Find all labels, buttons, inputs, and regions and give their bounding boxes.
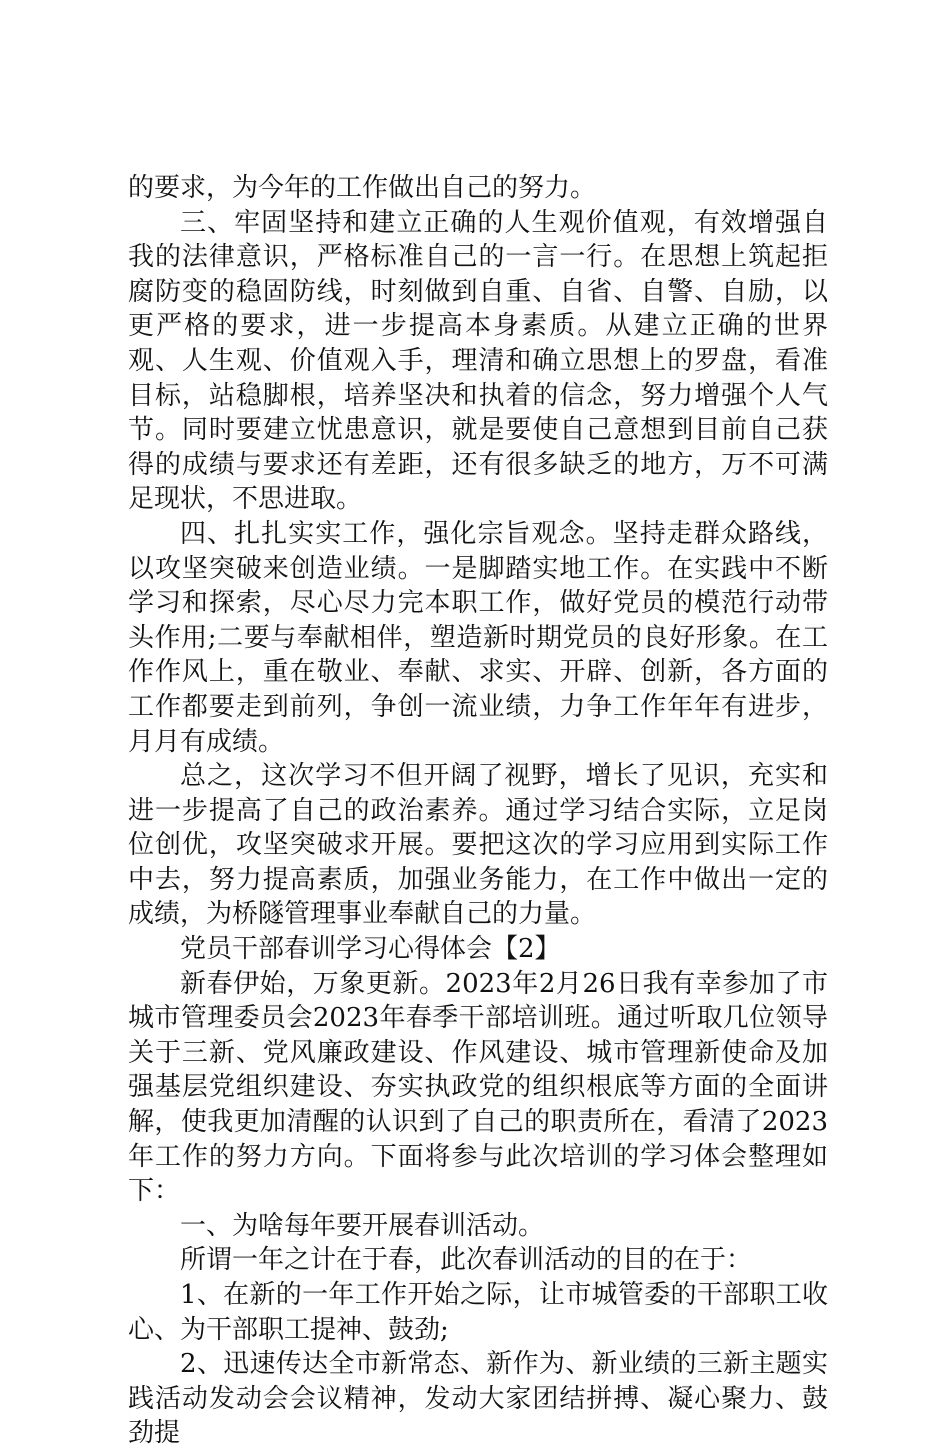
section-heading: 党员干部春训学习心得体会【2】 — [180, 934, 561, 965]
paragraph-6: 一、为啥每年要开展春训活动。 — [180, 1210, 545, 1241]
paragraph-5: 新春伊始，万象更新。2023年2月26日我有幸参加了市城市管理委员会2023年春季干部培训班。通过听取几位领导关于三新、党风廉政建设、作风建设、城市管理新使命及加强基层党组织建设、夯实执政党的组织根底等方面的全面讲解，使我更加清醒的认识到了自己的职责所在，看清了2023年工作的努力方向。下面将参与此次培训的学习体会整理如下： — [128, 968, 828, 1207]
paragraph-3: 四、扎扎实实工作，强化宗旨观念。坚持走群众路线，以攻坚突破来创造业绩。一是脚踏实地工作。在实践中不断学习和探索，尽心尽力完本职工作，做好党员的模范行动带头作用;二要与奉献相伴，塑造新时期党员的良好形象。在工作作风上，重在敬业、奉献、求实、开辟、创新，各方面的工作都要走到前列，争创一流业绩，力争工作年年有进步，月月有成绩。 — [128, 518, 828, 757]
paragraph-9: 2、迅速传达全市新常态、新作为、新业绩的三新主题实践活动发动会会议精神，发动大家团结拼搏、凝心聚力、鼓劲提 — [128, 1349, 828, 1449]
paragraph-1: 的要求，为今年的工作做出自己的努力。 — [128, 173, 597, 203]
paragraph-7: 所谓一年之计在于春，此次春训活动的目的在于： — [180, 1245, 753, 1276]
document-body — [128, 171, 828, 1451]
paragraph-4: 总之，这次学习不但开阔了视野，增长了见识，充实和进一步提高了自己的政治素养。通过学习结合实际，立足岗位创优，攻坚突破求开展。要把这次的学习应用到实际工作中去，努力提高素质，加强业务能力，在工作中做出一定的成绩，为桥隧管理事业奉献自己的力量。 — [128, 761, 828, 930]
paragraph-2: 三、牢固坚持和建立正确的人生观价值观，有效增强自我的法律意识，严格标准自己的一言一行。在思想上筑起拒腐防变的稳固防线，时刻做到自重、自省、自警、自励，以更严格的要求，进一步提高本身素质。从建立正确的世界观、人生观、价值观入手，理清和确立思想上的罗盘，看准目标，站稳脚根，培养坚决和执着的信念，努力增强个人气节。同时要建立忧患意识，就是要使自己意想到目前自己获得的成绩与要求还有差距，还有很多缺乏的地方，万不可满足现状，不思进取。 — [128, 207, 828, 515]
paragraph-8: 1、在新的一年工作开始之际，让市城管委的干部职工收心、为干部职工提神、鼓劲; — [128, 1280, 828, 1345]
